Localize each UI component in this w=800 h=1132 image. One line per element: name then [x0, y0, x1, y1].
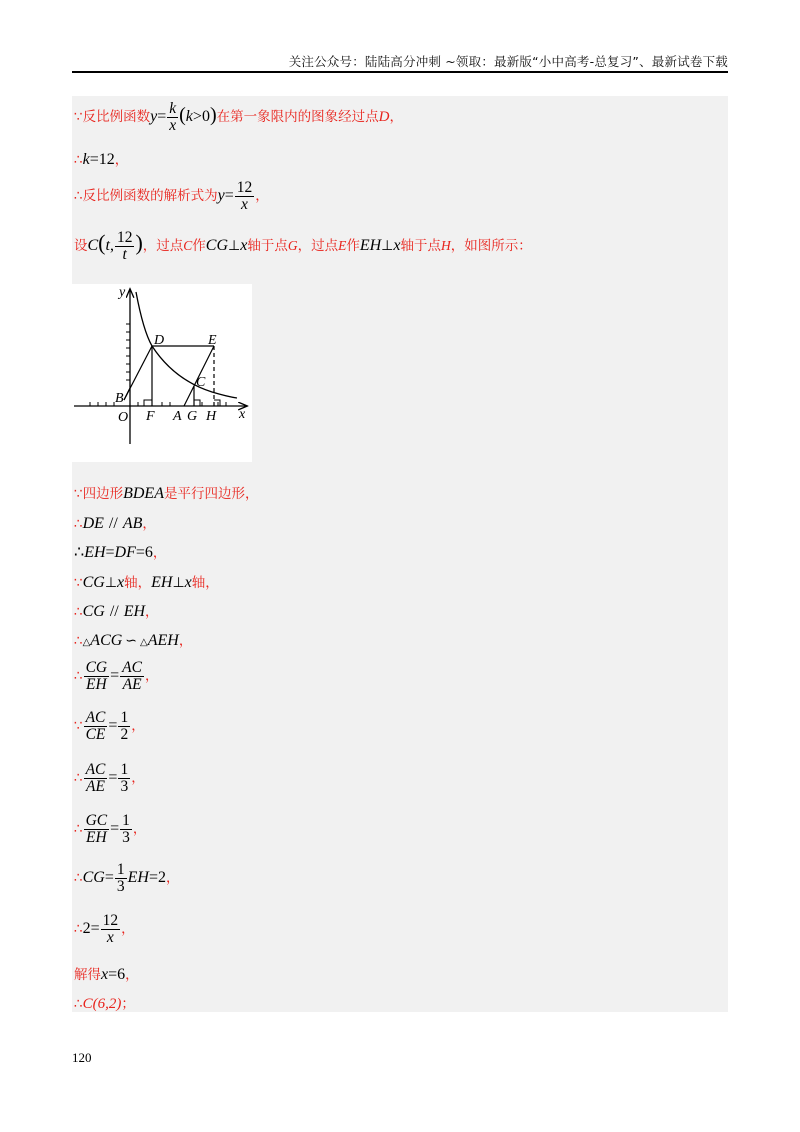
numerator: GC [85, 812, 108, 829]
value: =12 [89, 151, 115, 168]
solution-line-4 [74, 230, 532, 264]
var: AB [122, 515, 143, 532]
punct: ， [142, 516, 156, 532]
var: CG [205, 237, 229, 255]
therefore-symbol: ∴ [74, 152, 83, 168]
paren: ( [179, 104, 186, 127]
label-H: H [206, 409, 217, 424]
var: CG [82, 603, 105, 620]
fraction [101, 913, 121, 947]
denominator: x [106, 929, 114, 947]
numerator: 12 [236, 179, 253, 196]
number: 2 [82, 920, 91, 938]
fraction [120, 813, 132, 847]
gt: > [192, 108, 202, 126]
var: CG [82, 869, 105, 887]
solution-line-1 [74, 101, 403, 135]
parallel: // [108, 515, 118, 532]
punct: ， [145, 604, 159, 620]
var: x [184, 574, 192, 591]
punct: ， [131, 718, 145, 735]
var: t [105, 237, 110, 255]
solution-line-18 [74, 992, 135, 1013]
denominator: 2 [120, 726, 129, 744]
var: ACG [90, 632, 123, 649]
punct: ， [114, 152, 129, 168]
value: =6 [135, 544, 153, 561]
punct: ， [152, 545, 167, 561]
equals: = [110, 667, 120, 685]
denominator: EH [86, 829, 107, 847]
parallel: // [109, 603, 119, 620]
equals: = [90, 920, 100, 938]
text: ，过点 [297, 238, 339, 255]
numerator: 12 [102, 912, 119, 929]
equals: = [105, 544, 115, 561]
header-rule [72, 71, 728, 73]
therefore-symbol: ∴ [74, 821, 83, 838]
text: 四边形 [82, 486, 124, 502]
paren: ( [98, 230, 106, 256]
var: x [101, 966, 109, 983]
therefore-symbol: ∴ [74, 996, 83, 1012]
triangle-symbol: △ [140, 637, 148, 648]
var: y [150, 108, 158, 126]
label-x: x [239, 407, 246, 422]
label-G: G [187, 409, 198, 424]
solution-line-2 [74, 148, 128, 169]
equals: = [108, 769, 118, 787]
numerator: 1 [120, 709, 129, 726]
text: 反比例函数的解析式为 [82, 188, 218, 205]
number: 0 [201, 108, 210, 126]
perp: ⊥ [104, 575, 118, 591]
var: H [440, 238, 451, 254]
fraction [84, 813, 110, 847]
punct: ， [255, 188, 269, 205]
geometry-figure [72, 284, 252, 462]
var: C [183, 238, 193, 254]
because-symbol: ∵ [74, 109, 83, 126]
fraction [118, 762, 130, 796]
var: BDEA [123, 485, 164, 502]
solution-line-13 [74, 762, 145, 796]
value: =2 [148, 869, 166, 887]
solution-line-11 [74, 660, 158, 694]
var: k [185, 108, 193, 126]
page-number: 120 [72, 1050, 92, 1065]
denominator: 3 [120, 778, 129, 796]
var: y [217, 187, 225, 205]
text: 反比例函数 [82, 109, 151, 126]
numerator: 12 [116, 229, 133, 246]
therefore-symbol: ∴ [74, 604, 83, 620]
label-B: B [115, 391, 124, 406]
label-O: O [118, 410, 129, 425]
denominator: CE [85, 726, 106, 744]
hyperbola-curve [136, 292, 237, 398]
var: x [117, 574, 125, 591]
numerator: CG [85, 659, 108, 676]
segment-BO [124, 388, 130, 400]
text: 轴， [191, 575, 219, 591]
solution-line-6 [74, 512, 156, 533]
text: 解得 [74, 967, 101, 983]
punct: ； [121, 996, 135, 1012]
label-E: E [208, 333, 217, 348]
paren: ) [209, 104, 217, 127]
text: 轴， [124, 575, 152, 591]
equals: = [104, 869, 114, 887]
punct: ， [131, 770, 145, 787]
label-y: y [119, 285, 126, 300]
label-D: D [154, 333, 165, 348]
label-F: F [146, 409, 155, 424]
solution-line-15 [74, 862, 179, 896]
var: DE [82, 515, 104, 532]
similar-symbol: ∽ [125, 633, 138, 649]
punct: ， [132, 821, 147, 838]
numerator: 1 [116, 861, 125, 878]
equals: = [224, 187, 234, 205]
punct: ， [125, 967, 139, 983]
result: C(6,2) [82, 996, 122, 1012]
denominator: AE [122, 676, 142, 694]
fraction [235, 180, 255, 214]
var: k [82, 151, 90, 168]
punct: ， [144, 668, 159, 685]
therefore-symbol: ∴ [74, 633, 83, 649]
text: 轴于点 [247, 238, 288, 255]
because-symbol: ∵ [74, 718, 83, 735]
fraction [120, 660, 144, 694]
comma: , [109, 237, 114, 255]
var: EH [359, 237, 382, 255]
therefore-symbol: ∴ [74, 544, 85, 561]
punct: ， [165, 870, 180, 887]
paren: ) [135, 230, 143, 256]
solution-line-16 [74, 913, 135, 947]
numerator: 1 [120, 761, 129, 778]
therefore-symbol: ∴ [74, 921, 83, 938]
because-symbol: ∵ [74, 575, 83, 591]
text: ，如图所示： [450, 238, 532, 255]
perp: ⊥ [228, 238, 241, 255]
solution-line-8 [74, 571, 219, 592]
value: =6 [108, 966, 126, 983]
fraction [167, 101, 178, 135]
equals: = [157, 108, 167, 126]
solution-line-7 [74, 541, 166, 562]
fraction [115, 230, 135, 264]
denominator: AE [86, 778, 105, 796]
numerator: k [169, 100, 177, 117]
equals: = [108, 717, 118, 735]
var: AEH [147, 632, 179, 649]
var: C [87, 237, 99, 255]
punct: ， [178, 633, 193, 649]
denominator: x [241, 196, 248, 214]
therefore-symbol: ∴ [74, 770, 83, 787]
denominator: EH [86, 676, 107, 694]
var: EH [127, 869, 149, 887]
text: 作 [346, 238, 360, 255]
var: x [393, 237, 401, 255]
equals: = [110, 820, 120, 838]
denominator: 3 [116, 878, 125, 896]
solution-line-10 [74, 629, 192, 650]
numerator: AC [85, 761, 106, 778]
perp: ⊥ [381, 238, 394, 255]
text: 设 [74, 238, 88, 255]
text: 作 [192, 238, 206, 255]
solution-line-17 [74, 963, 139, 984]
perp: ⊥ [172, 575, 185, 591]
var: EH [151, 574, 173, 591]
fraction [84, 762, 108, 796]
text: 在第一象限内的图象经过点 [216, 109, 379, 126]
text: 轴于点 [400, 238, 441, 255]
punct: ， [389, 109, 403, 126]
var: x [240, 237, 248, 255]
solution-line-3 [74, 180, 269, 214]
punct: ， [121, 921, 135, 938]
therefore-symbol: ∴ [74, 516, 83, 532]
punct: ， [244, 486, 259, 502]
fraction [115, 862, 127, 896]
text: ，过点 [142, 238, 184, 255]
numerator: AC [85, 709, 106, 726]
fraction [84, 660, 110, 694]
therefore-symbol: ∴ [74, 668, 83, 685]
therefore-symbol: ∴ [74, 870, 83, 887]
solution-line-5 [74, 482, 258, 503]
label-A: A [173, 409, 182, 424]
denominator: 3 [122, 829, 130, 847]
fraction [84, 710, 108, 744]
numerator: 1 [122, 812, 130, 829]
var: D [378, 109, 390, 126]
denominator: x [169, 117, 177, 135]
var: DF [114, 544, 136, 561]
var: G [287, 238, 298, 254]
therefore-symbol: ∴ [74, 188, 83, 205]
solution-line-9 [74, 600, 159, 621]
numerator: AC [122, 659, 142, 676]
page-header: 关注公众号：陆陆高分冲刺 ~领取：最新版“小中高考-总复习”、最新试卷下载 [288, 54, 728, 69]
text: 是平行四边形 [163, 486, 245, 502]
because-symbol: ∵ [74, 486, 83, 502]
solution-line-12 [74, 710, 145, 744]
var: EH [84, 544, 106, 561]
var: E [338, 238, 347, 254]
denominator: t [122, 246, 127, 264]
solution-line-14 [74, 813, 146, 847]
triangle-symbol: △ [82, 637, 91, 648]
label-C: C [196, 375, 206, 390]
var: CG [82, 574, 105, 591]
var: EH [123, 603, 146, 620]
fraction [118, 710, 130, 744]
